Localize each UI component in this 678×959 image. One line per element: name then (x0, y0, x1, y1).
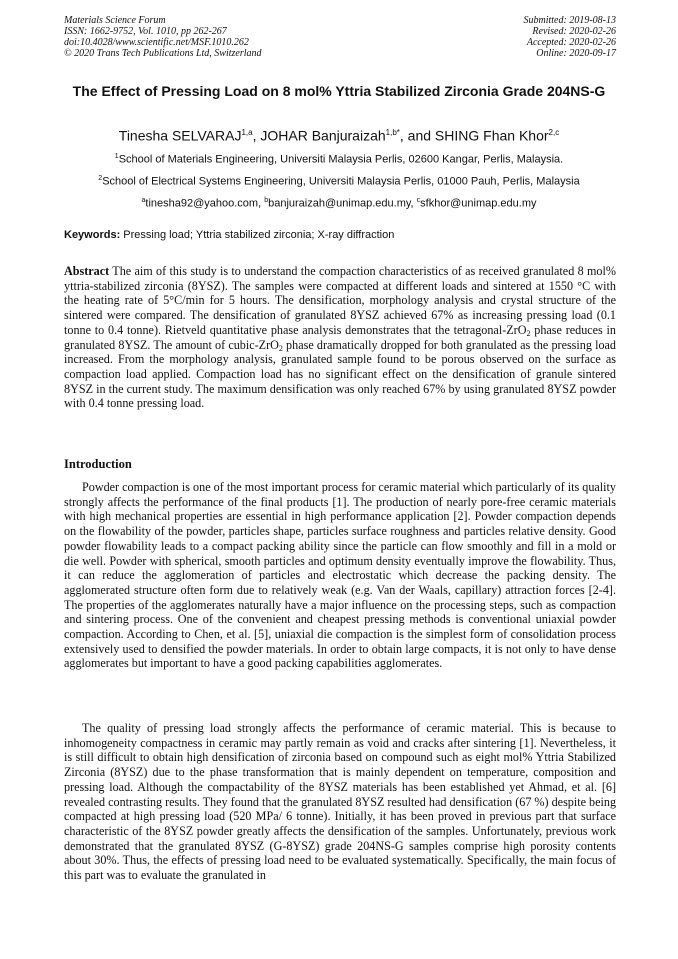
affiliation-2 (30, 172, 648, 189)
email-a[interactable]: tinesha92@yahoo.com, (145, 197, 265, 210)
introduction-paragraph-2: The quality of pressing load strongly affects the performance of ceramic material. This is because to inhomogeneity compactness in ceramic may partly remain as void and cracks after sintering [1]. Nevertheless, it is still difficult to obtain high densification of zirconia based on compound such as eight mol% Yttria Stabilized Zirconia (8YSZ) due to the phase transformation that is mainly dependent on temperature, composition and pressing load. Although the compactability of the 8YSZ materials has been established yet Ahmad, et al. [6] revealed contrasting results. They found that the granulated 8YSZ resulted had densification (67 %) despite being compacted at high pressing load (520 MPa/ 6 tonne). Initially, it has been proved in previous part that surface characteristic of the 8YSZ powder greatly affects the densification of the samples. Unfortunately, previous work demonstrated that the granulated 8YSZ (G-8YSZ) grade 204NS-G samples comprise high porosity contents about 30%. Thus, the effects of pressing load need to be evaluated systematically. Specifically, the main focus of this part was to evaluate the granulated in (64, 721, 617, 883)
journal-issn: ISSN: 1662-9752, Vol. 1010, pp 262-267 (64, 26, 227, 37)
author-separator: , (252, 127, 261, 144)
abstract-text-2: phase reduces in granulated 8YSZ. The amount of cubic-ZrO (64, 322, 617, 352)
journal-name: Materials Science Forum (64, 15, 166, 26)
affiliation-2-marker: 2 (98, 175, 103, 182)
publication-dates (524, 15, 617, 59)
introduction-paragraph-1: Powder compaction is one of the most important process for ceramic material which particularly of its quality strongly affects the performance of the final products [1]. The production of nearly pore-free ceramic materials with high mechanical properties are essential in high performance application [2]. Powder compaction depends on the flowability of the powder, particles shape, particles surface roughness and particles relative density. Good powder flowability leads to a compact packing ability since the particle can flow smoothly and fill in a mold or die well. Powder with spherical, smooth particles and optimum density eventually improve the flowability. Thus, it can reduce the agglomeration of particles and electrostatic which decrease the packing density. The agglomerated structure often form due to relatively weak (e.g. Van der Waals, capillary) attraction forces [2-4]. The properties of the agglomerates naturally have a major influence on the processing steps, such as compaction and sintering process. One of the convenient and cheapest pressing methods is conventional uniaxial powder compaction. According to Chen, et al. [5], uniaxial die compaction is the simplest form of consolidation process extensively used to densified the powder materials. In order to obtain large compacts, it is not only to have dense agglomerates but important to have a good packing capabilities agglomerates. (64, 480, 616, 671)
date-revised: Revised: 2020-02-26 (532, 26, 616, 37)
author-1-affil: 1,a (241, 128, 253, 137)
keywords (64, 229, 616, 242)
introduction-heading: Introduction (64, 457, 132, 471)
author-3-affil: 2,c (548, 128, 560, 137)
keywords-label: Keywords: (64, 229, 121, 241)
author-list (40, 124, 638, 145)
author-3-name: SHING Fhan Khor (434, 127, 549, 144)
abstract-label: Abstract (64, 264, 110, 278)
date-online: Online: 2020-09-17 (536, 48, 616, 59)
email-c[interactable]: sfkhor@unimap.edu.my (420, 197, 537, 210)
author-2-affil: 1,b* (385, 128, 400, 137)
abstract (64, 264, 616, 411)
affiliation-1-text: School of Materials Engineering, Universiti Malaysia Perlis, 02600 Kangar, Perlis, Malaysia. (118, 153, 564, 166)
date-accepted: Accepted: 2020-02-26 (526, 37, 616, 48)
author-emails (30, 194, 648, 211)
paper-title: The Effect of Pressing Load on 8 mol% Yttria Stabilized Zirconia Grade 204NS-G (72, 83, 606, 99)
abstract-subscript-2: 2 (278, 343, 283, 353)
journal-copyright: © 2020 Trans Tech Publications Ltd, Switzerland (64, 48, 262, 59)
abstract-text-3: phase dramatically dropped for both granulated as the pressing load increased. From the morphology analysis, granulated sample found to be porous observed on the surface as compaction load applied. Compaction load has no significant effect on the densification of granule sintered 8YSZ in the current study. The maximum densification was only reached 67% by using granulated 8YSZ powder with 0.4 tonne pressing load. (64, 337, 616, 411)
journal-info (64, 15, 262, 59)
date-submitted: Submitted: 2019-08-13 (523, 15, 616, 26)
author-2-name: JOHAR Banjuraizah (260, 127, 386, 144)
abstract-text-1: The aim of this study is to understand the compaction characteristics of as received granulated 8 mol% yttria-stabilized zirconia (8YSZ). The samples were compacted at different loads and sintered at 1550 °C with the heating rate of 5°C/min for 5 hours. The densification, morphology analysis and crystal structure of the sintered were compared. The densification of granulated 8YSZ achieved 67% as increasing pressing load (0.1 tonne to 0.4 tonne). Rietveld quantitative phase analysis demonstrates that the tetragonal-ZrO (64, 264, 616, 337)
journal-doi[interactable]: doi:10.4028/www.scientific.net/MSF.1010.262 (64, 37, 249, 48)
affiliation-1 (30, 150, 648, 167)
affiliation-1-marker: 1 (114, 153, 119, 160)
email-a-marker: a (141, 197, 146, 204)
author-and: , and (399, 127, 435, 144)
author-1-name: Tinesha SELVARAJ (118, 127, 242, 144)
abstract-subscript-1: 2 (526, 328, 531, 338)
email-b[interactable]: banjuraizah@unimap.edu.my, (268, 197, 417, 210)
affiliation-2-text: School of Electrical Systems Engineering, Universiti Malaysia Perlis, 01000 Pauh, Perlis, Malaysia (102, 175, 580, 188)
email-c-marker: c (416, 197, 421, 204)
keywords-text: Pressing load; Yttria stabilized zirconia; X-ray diffraction (120, 229, 395, 241)
email-b-marker: b (264, 197, 269, 204)
